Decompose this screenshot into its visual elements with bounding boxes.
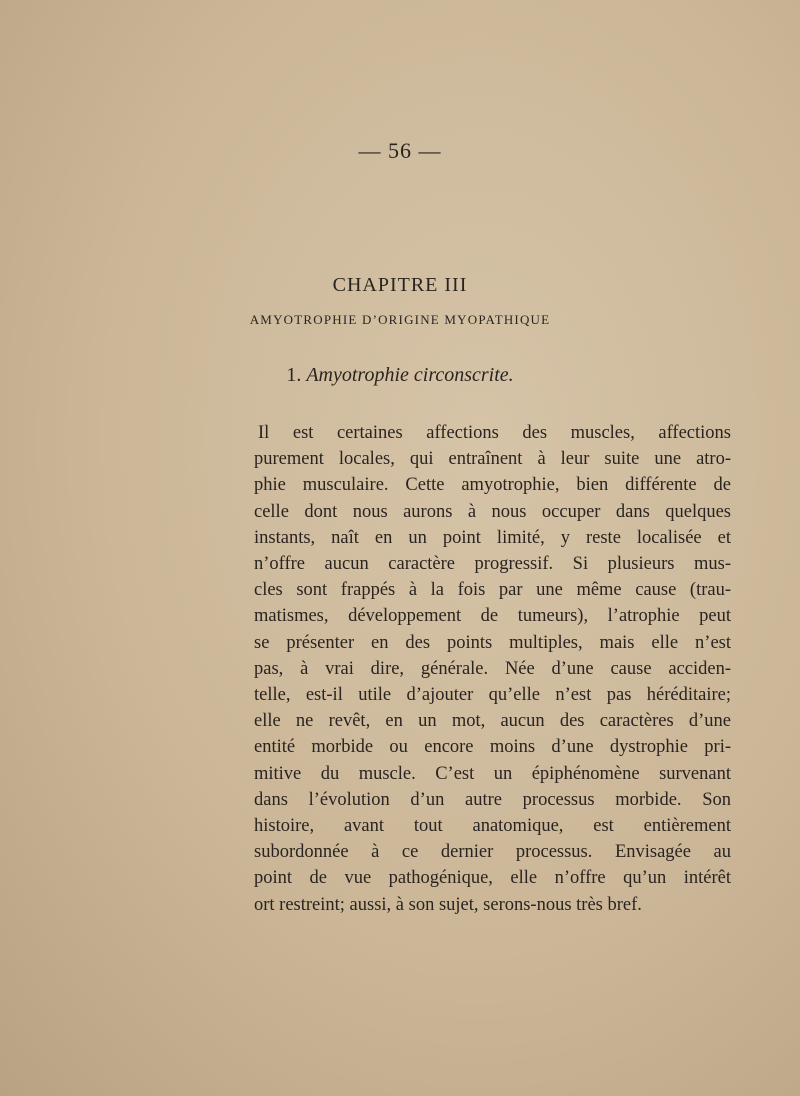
body-paragraph — [254, 420, 731, 918]
text-line: mitive du muscle. C’est un épiphénomène survenant — [254, 763, 731, 784]
text-line: celle dont nous aurons à nous occuper dans quelques — [254, 501, 731, 522]
text-line: se présenter en des points multiples, mais elle n’est — [254, 632, 731, 653]
page-number: — 56 — — [358, 138, 442, 163]
text-line: entité morbide ou encore moins d’une dystrophie pri- — [254, 737, 731, 758]
chapter-subtitle: AMYOTROPHIE D’ORIGINE MYOPATHIQUE — [249, 312, 551, 327]
text-line: dans l’évolution d’un autre processus morbide. Son — [254, 789, 731, 810]
text-line: instants, naît en un point limité, y reste localisée et — [254, 527, 731, 548]
text-line: matismes, développement de tumeurs), l’atrophie peut — [254, 606, 731, 627]
text-line: telle, est-il utile d’ajouter qu’elle n’est pas héréditaire; — [254, 685, 731, 706]
text-line: pas, à vrai dire, générale. Née d’une cause acciden- — [254, 658, 731, 679]
text-line: ort restreint; aussi, à son sujet, serons-nous très bref. — [254, 894, 642, 915]
text-line: point de vue pathogénique, elle n’offre qu’un intérêt — [254, 868, 731, 889]
text-line: purement locales, qui entraînent à leur suite une atro- — [254, 449, 731, 470]
text-line: cles sont frappés à la fois par une même cause (trau- — [254, 580, 731, 601]
chapter-title: CHAPITRE III — [332, 274, 468, 296]
section-number: 1. — [286, 364, 302, 386]
text-line: Il est certaines affections des muscles, affections — [258, 423, 731, 443]
text-line: subordonnée à ce dernier processus. Envisagée au — [254, 842, 731, 863]
text-line: n’offre aucun caractère progressif. Si plusieurs mus- — [254, 554, 731, 575]
text-line: elle ne revêt, en un mot, aucun des caractères d’une — [254, 711, 731, 732]
text-line: phie musculaire. Cette amyotrophie, bien différente de — [254, 475, 731, 496]
section-title: Amyotrophie circonscrite. — [306, 364, 514, 386]
section-heading — [0, 364, 800, 387]
text-line: histoire, avant tout anatomique, est entièrement — [254, 816, 731, 837]
